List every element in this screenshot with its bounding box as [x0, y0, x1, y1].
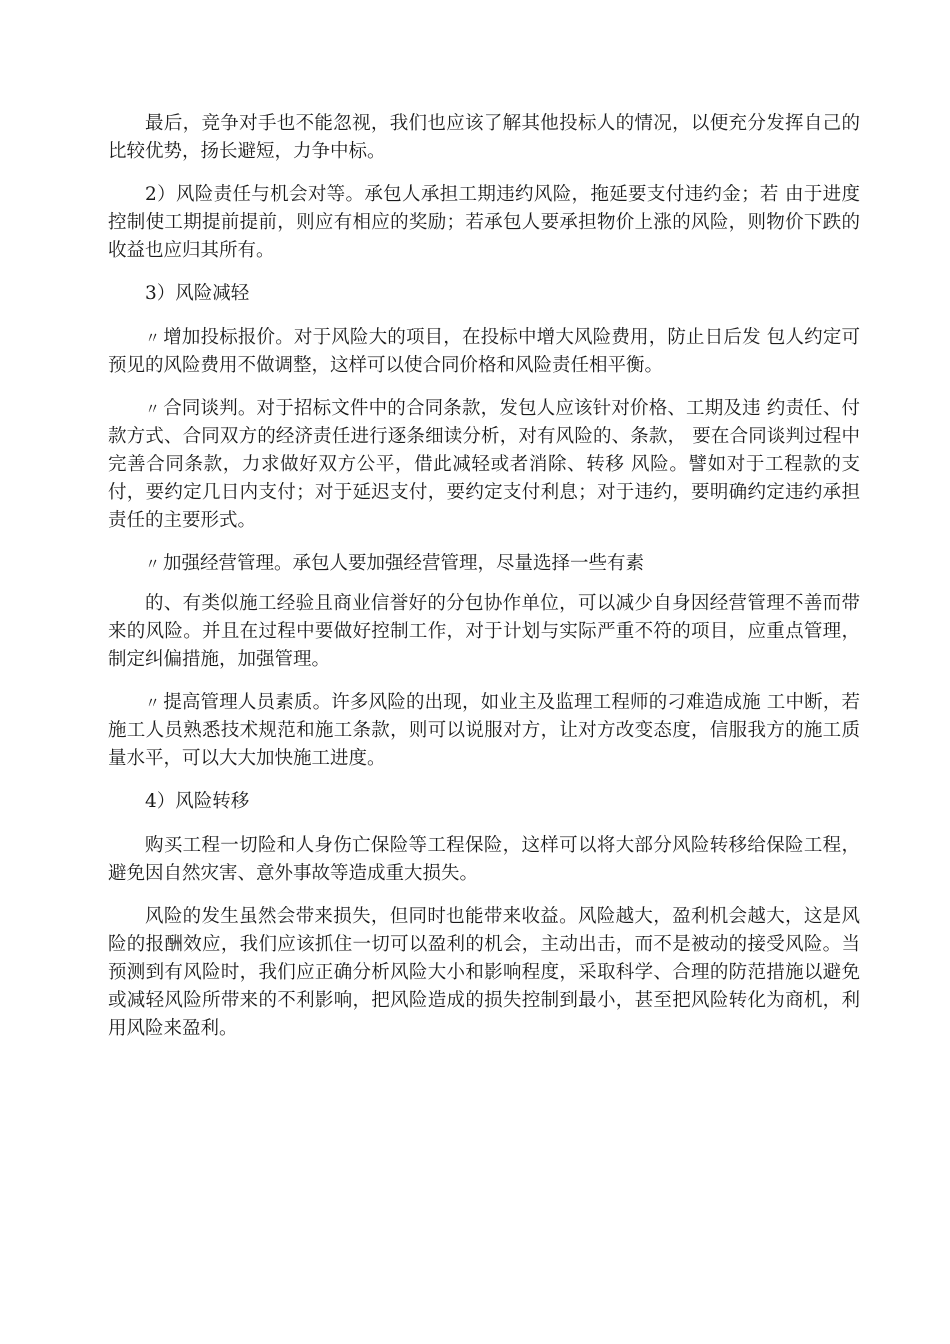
- bullet-text: 提高管理人员素质。许多风险的出现，如业主及监理工程师的刁难造成施 工中断，若施工人员熟悉技术规范和施工条款，则可以说服对方，让对方改变态度，信服我方的施工质量水平，可以大大加快施工进度。: [108, 692, 860, 769]
- paragraph-conclusion: [108, 903, 860, 1043]
- bullet-contract-negotiation: [108, 395, 860, 535]
- bullet-text: 合同谈判。对于招标文件中的合同条款，发包人应该针对价格、工期及违 约责任、付款方式、合同双方的经济责任进行逐条细读分析，对有风险的、条款， 要在合同谈判过程中完善合同条款，力求做好双方公平，借此减轻或者消除、转移 风险。譬如对于工程款的支付，要约定几日内支付；对于延迟支付，要约定支付利息；对于违约，要明确约定违约承担责任的主要形式。: [108, 398, 860, 531]
- bullet-text: 增加投标报价。对于风险大的项目，在投标中增大风险费用，防止日后发 包人约定可预见的风险费用不做调整，这样可以使合同价格和风险责任相平衡。: [108, 327, 860, 376]
- paragraph-text: 风险的发生虽然会带来损失，但同时也能带来收益。风险越大，盈利机会越大，这是风险的报酬效应，我们应该抓住一切可以盈利的机会，主动出击，而不是被动的接受风险。当预测到有风险时，我们应正确分析风险大小和影响程度，采取科学、合理的防范措施以避免或减轻风险所带来的不利影响，把风险造成的损失控制到最小，甚至把风险转化为商机，利用风险来盈利。: [108, 906, 860, 1039]
- bullet-mark: 〃: [145, 400, 160, 418]
- bullet-mark: 〃: [145, 555, 160, 573]
- bullet-mark: 〃: [145, 694, 160, 712]
- document-body: [108, 110, 860, 1058]
- bullet-mark: 〃: [145, 329, 160, 347]
- paragraph-text: 最后，竞争对手也不能忽视，我们也应该了解其他投标人的情况，以便充分发挥自己的比较优势，扬长避短，力争中标。: [108, 113, 860, 162]
- section-heading-risk-mitigation: [108, 280, 860, 308]
- section-heading-risk-transfer: [108, 788, 860, 816]
- heading-text: 4）风险转移: [145, 791, 250, 812]
- bullet-improve-staff-quality: [108, 689, 860, 773]
- heading-text: 3）风险减轻: [145, 283, 250, 304]
- bullet-increase-bid-price: [108, 324, 860, 380]
- paragraph-insurance: [108, 832, 860, 888]
- paragraph-text: 2）风险责任与机会对等。承包人承担工期违约风险，拖延要支付违约金；若 由于进度控制使工期提前提前，则应有相应的奖励；若承包人要承担物价上涨的风险，则物价下跌的收益也应归其所有。: [108, 184, 860, 261]
- bullet-strengthen-management: [108, 550, 860, 578]
- bullet-text: 加强经营管理。承包人要加强经营管理，尽量选择一些有素: [163, 553, 645, 574]
- paragraph-text: 的、有类似施工经验且商业信誉好的分包协作单位，可以减少自身因经营管理不善而带来的风险。并且在过程中要做好控制工作，对于计划与实际严重不符的项目，应重点管理，制定纠偏措施，加强管理。: [108, 593, 860, 670]
- paragraph-text: 购买工程一切险和人身伤亡保险等工程保险，这样可以将大部分风险转移给保险工程，避免因自然灾害、意外事故等造成重大损失。: [108, 835, 860, 884]
- paragraph-subcontractors: [108, 590, 860, 674]
- paragraph-competitors: [108, 110, 860, 166]
- paragraph-risk-responsibility: [108, 181, 860, 265]
